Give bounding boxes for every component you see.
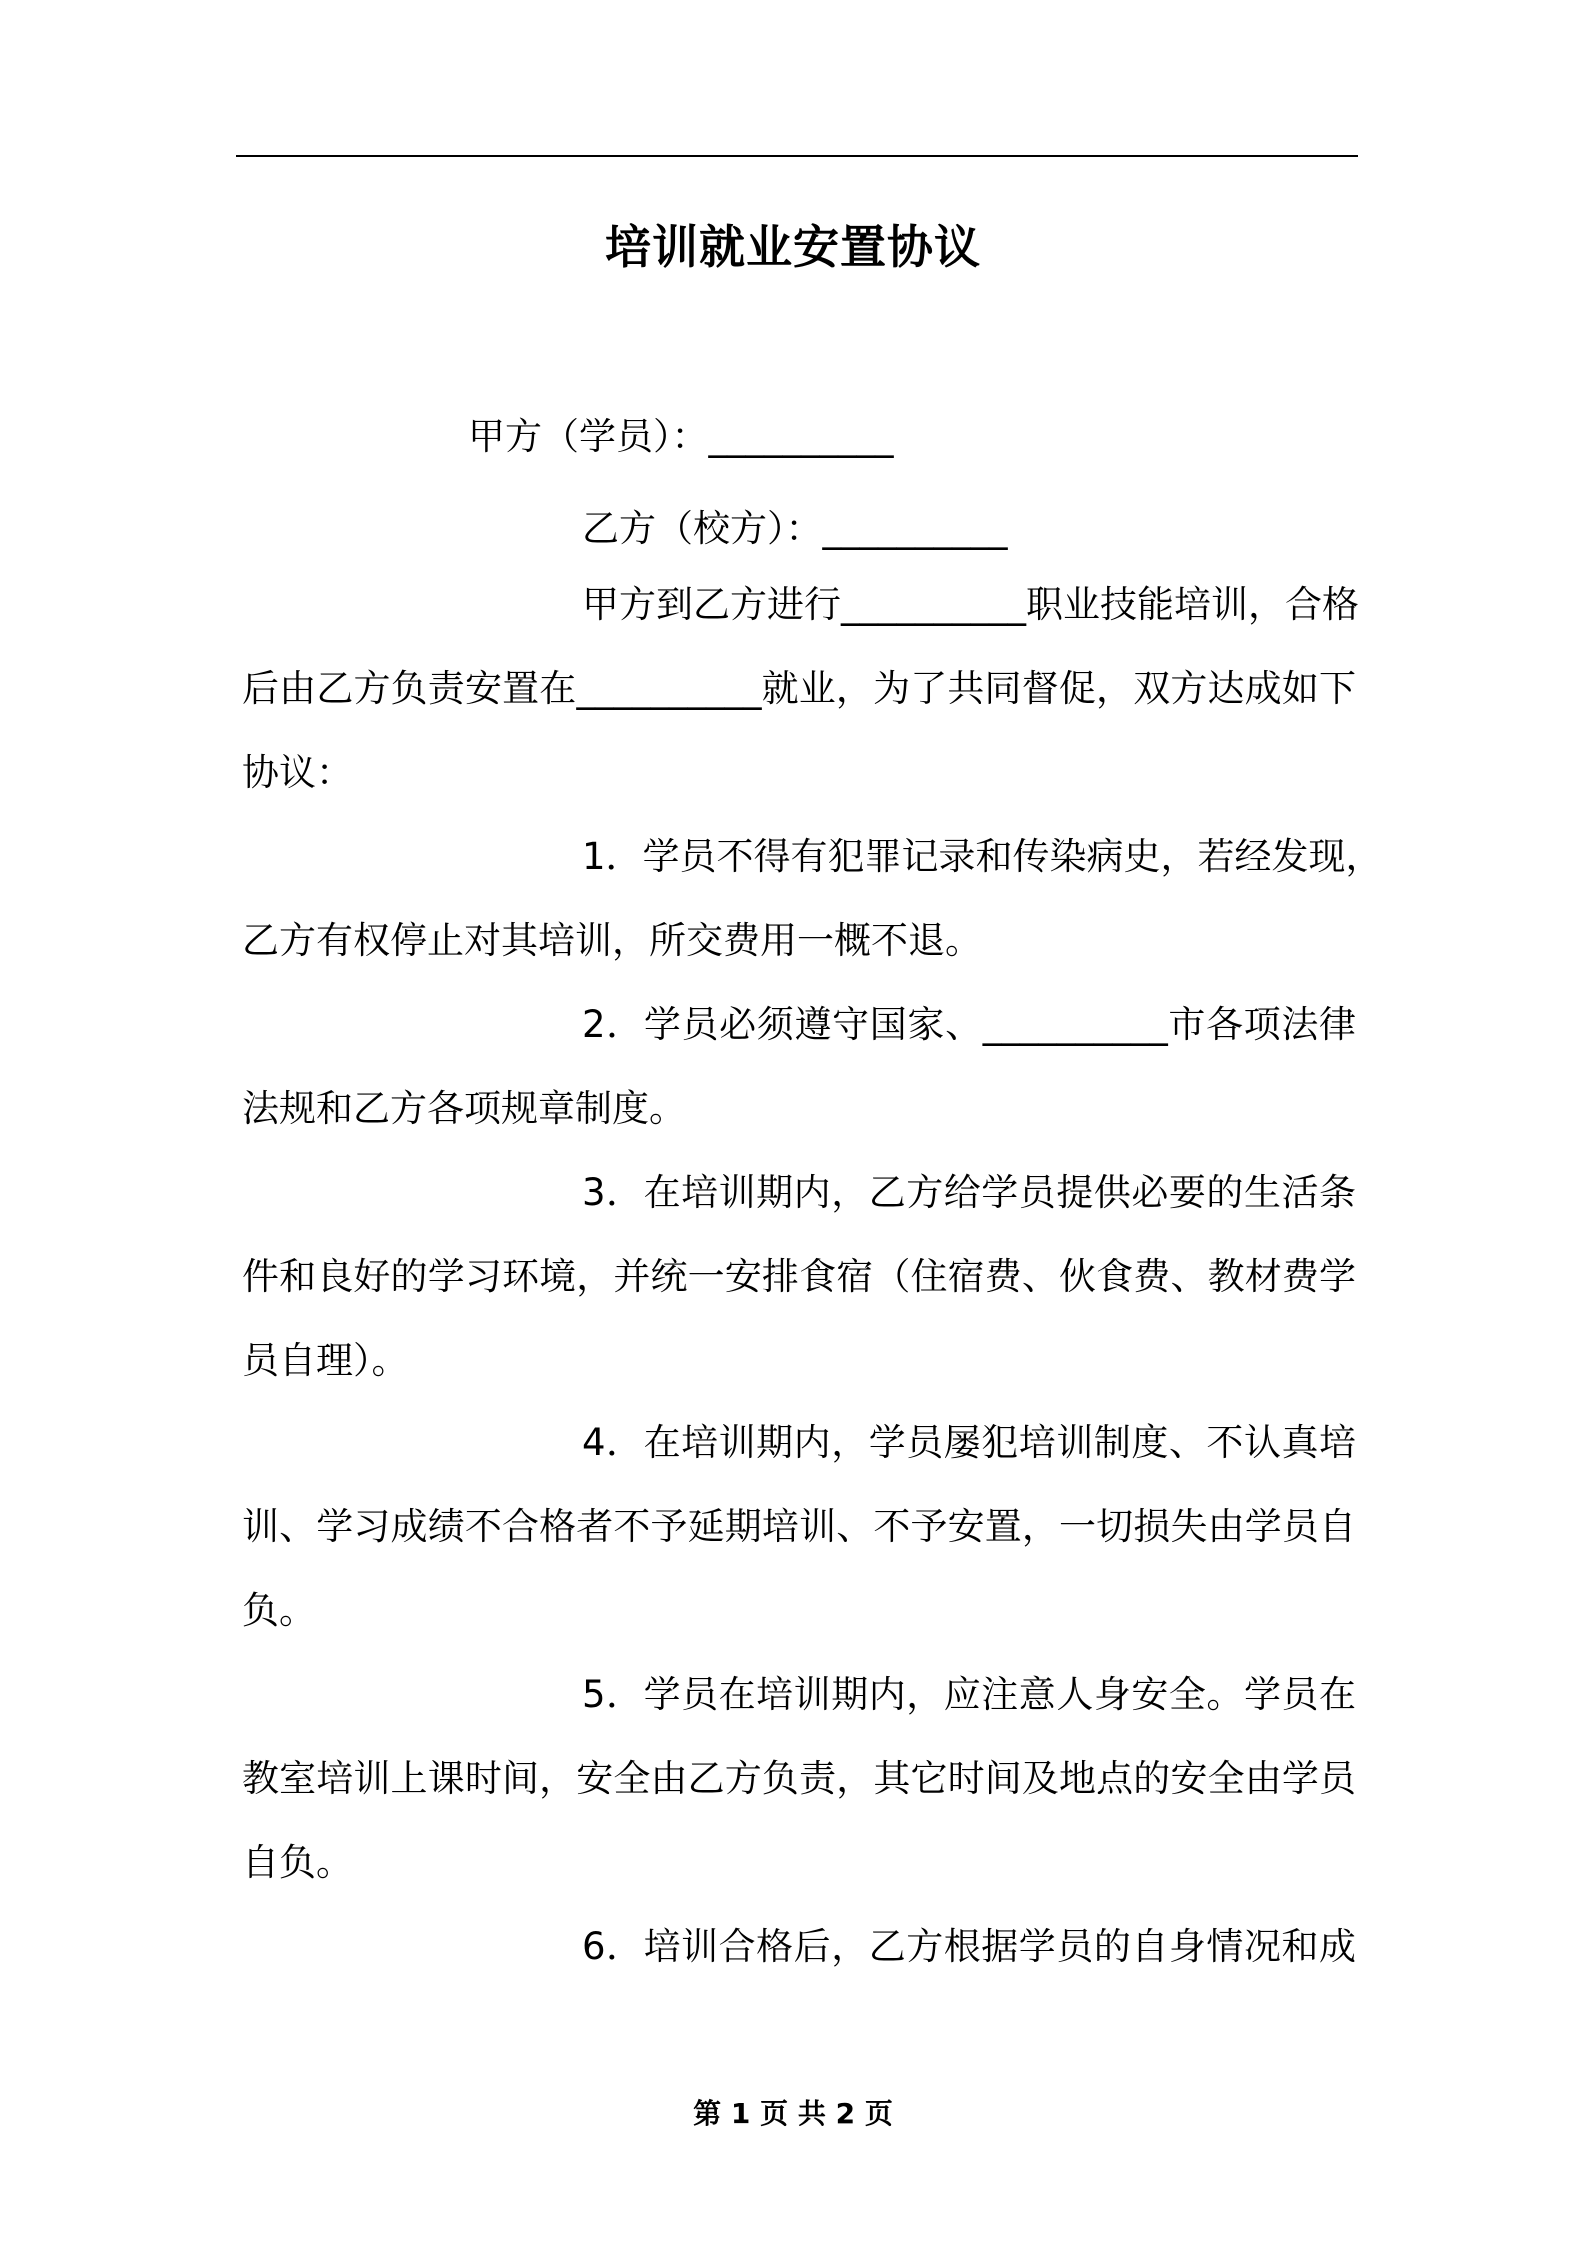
clause-5-line: 教室培训上课时间，安全由乙方负责，其它时间及地点的安全由学员 xyxy=(242,1757,1356,1800)
clause-5-line: 5．学员在培训期内，应注意人身安全。学员在 xyxy=(582,1673,1356,1716)
clause-4-line: 训、学习成绩不合格者不予延期培训、不予安置，一切损失由学员自 xyxy=(242,1505,1356,1548)
clause-3-line: 件和良好的学习环境，并统一安排食宿（住宿费、伙食费、教材费学 xyxy=(242,1255,1356,1298)
clause-6-line: 6．培训合格后，乙方根据学员的自身情况和成 xyxy=(582,1925,1356,1968)
intro-line: 甲方到乙方进行__________职业技能培训，合格 xyxy=(582,583,1359,626)
clause-3-line: 员自理）。 xyxy=(242,1339,409,1382)
clause-4-line: 4．在培训期内，学员屡犯培训制度、不认真培 xyxy=(582,1421,1356,1464)
clause-5-line: 自负。 xyxy=(242,1841,353,1884)
intro-line: 协议： xyxy=(242,751,353,794)
document-title: 培训就业安置协议 xyxy=(605,220,981,274)
clause-2-line: 法规和乙方各项规章制度。 xyxy=(242,1087,686,1130)
party-b-line: 乙方（校方）：__________ xyxy=(582,507,1008,550)
clause-2-line: 2．学员必须遵守国家、__________市各项法律 xyxy=(582,1003,1356,1046)
clause-1-line: 乙方有权停止对其培训，所交费用一概不退。 xyxy=(242,919,982,962)
clause-4-line: 负。 xyxy=(242,1589,316,1632)
intro-line: 后由乙方负责安置在__________就业，为了共同督促，双方达成如下 xyxy=(242,667,1356,710)
clause-1-line: 1．学员不得有犯罪记录和传染病史，若经发现， xyxy=(582,835,1383,878)
party-a-line: 甲方（学员）：__________ xyxy=(468,415,894,458)
page-number: 第 1 页 共 2 页 xyxy=(693,2097,893,2130)
clause-3-line: 3．在培训期内，乙方给学员提供必要的生活条 xyxy=(582,1171,1356,1214)
header-rule xyxy=(236,155,1358,157)
